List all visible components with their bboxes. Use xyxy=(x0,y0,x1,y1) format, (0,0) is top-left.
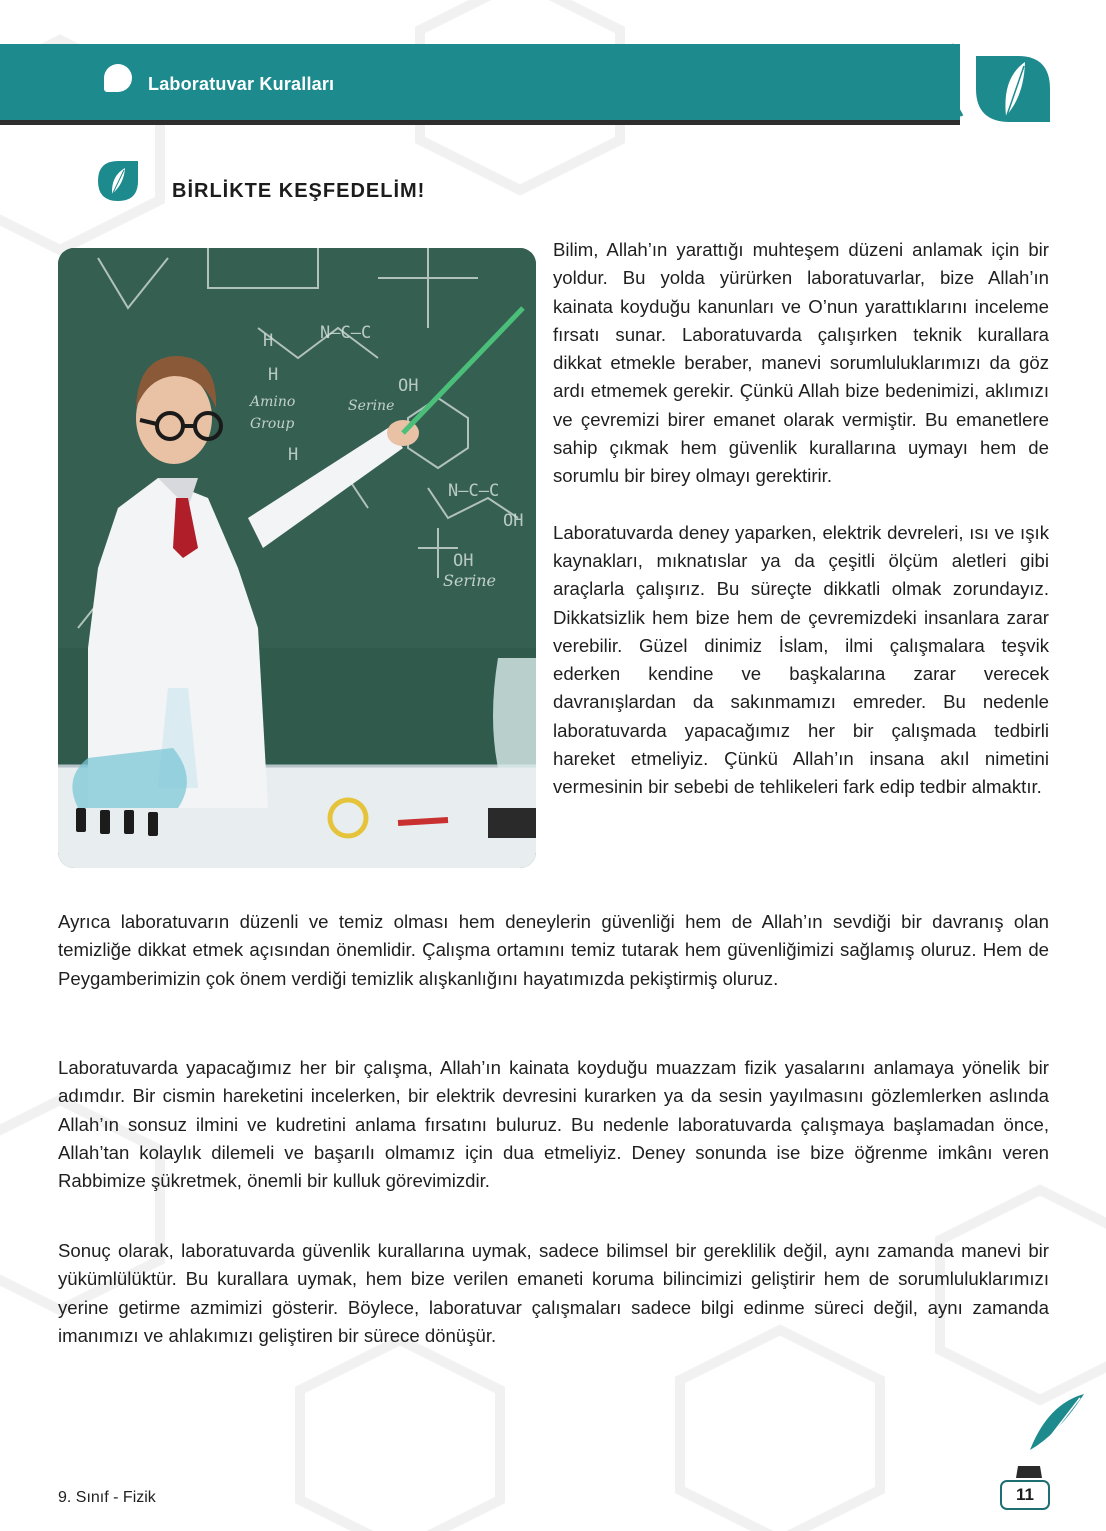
board-label-serine-2: Serine xyxy=(443,571,496,590)
paragraph-3: Ayrıca laboratuvarın düzenli ve temiz olması hem deneylerin güvenliği hem de Allah’ın sevdiği bir davranış olan temizliğe dikkat etmek açısından önemlidir. Çalışma ortamını temiz tutarak hem güvenliğimizi sağlamış oluruz. Hem de Peygamberimizin çok önem verdiği temizlik alışkanlığını hayatımızda pekiştirmiş oluruz. xyxy=(58,911,1049,989)
section-title: Laboratuvar Kuralları xyxy=(148,74,335,94)
svg-text:OH: OH xyxy=(453,551,474,571)
board-label-amino: Amino xyxy=(250,394,296,410)
paragraph-2: Laboratuvarda deney yaparken, elektrik devreleri, ısı ve ışık kaynakları, mıknatıslar ya da çeşitli ölçüm aletleri gibi araçlarla çalışırız. Bu süreçte dikkatli olmak zorundayız. Dikkatsizlik hem bize hem de çevremizdeki insanlara zarar verebilir. Güzel dinimiz İslam, ilmi çalışmalara teşvik ederken kendine ve başkalarına zarar verecek davranışlardan da sakınmamızı emreder. Bu nedenle laboratuvarda yapacağımız her bir çalışmada tedbirli hareket etmeliyiz. Çünkü Allah’ın insana akıl nimetini vermesinin bir sebebi de tehlikeleri fark edip tedbir almaktır. xyxy=(553,521,1049,798)
paragraph-1: Bilim, Allah’ın yarattığı muhteşem düzeni anlamak için bir yoldur. Bu yolda yürürken laboratuvarlar, bize Allah’ın kainata koyduğu kanunları ve O’nun yarattıklarını inceleme fırsatı sunar. Laboratuvarda çalışırken teknik kurallara dikkat etmekle beraber, manevi sorumluluklarımızı da göz ardı etmemek gerekir. Çünkü Allah bize bedenimizi, aklımızı ve çevremizi birer emanet olarak vermiştir. Bu emanetlere sahip çıkmak hem güvenlik kurallarına uymayı hem de sorumlu bir birey olmayı gerektirir. xyxy=(553,239,1049,487)
svg-text:H: H xyxy=(268,365,279,385)
quill-inkwell-icon xyxy=(1000,1390,1090,1482)
board-label-serine-1: Serine xyxy=(348,398,395,414)
page-number: 11 xyxy=(1000,1480,1050,1510)
paragraph-5: Sonuç olarak, laboratuvarda güvenlik kurallarına uymak, sadece bilimsel bir gereklilik değil, aynı zamanda manevi bir yükümlülüktür. Bu kurallara uymak, hem bize verilen emaneti koruma bilincimizi geliştirir hem de sorumluluklarımızı yerine getirme azmimizi gösterir. Böylece, laboratuvar çalışmaları sadece bilgi edinme süreci değil, aynı zamanda imanımızı ve ahlakımızı geliştiren bir sürece dönüşür. xyxy=(58,1240,1049,1346)
lab-photo xyxy=(58,248,536,868)
svg-text:OH: OH xyxy=(398,376,419,396)
header-bar xyxy=(0,44,960,125)
section-heading: BİRLİKTE KEŞFEDELİM! xyxy=(172,180,426,202)
header-badge xyxy=(940,34,1070,134)
header-bullet xyxy=(104,64,132,92)
intro-text-column xyxy=(553,236,1049,830)
svg-text:H: H xyxy=(263,331,274,351)
paragraph-4: Laboratuvarda yapacağımız her bir çalışma, Allah’ın kainata koyduğu muazzam fizik yasalarını anlamaya yönelik bir adımdır. Bir cismin hareketini incelerken, bir elektrik devresini kurarken ya da sesin yayılmasını gözlemlerken aslında Allah’ın sonsuz ilmini ve kudretini anlama fırsatını buluruz. Bu nedenle laboratuvarda çalışmaya başlamadan önce, Allah’tan kolaylık dilemeli ve başarılı olmamız için dua etmeliyiz. Deney sonunda ise bize öğrenme imkânı veren Rabbimize şükretmek, önemli bir kulluk görevimizdir. xyxy=(58,1057,1049,1192)
footer-course: 9. Sınıf - Fizik xyxy=(58,1489,156,1506)
svg-text:N–C–C: N–C–C xyxy=(448,481,500,501)
svg-text:N–C–C: N–C–C xyxy=(320,323,372,343)
svg-text:H: H xyxy=(288,445,299,465)
svg-text:OH: OH xyxy=(503,511,524,531)
board-label-group: Group xyxy=(250,416,295,432)
heading-badge xyxy=(97,160,139,202)
